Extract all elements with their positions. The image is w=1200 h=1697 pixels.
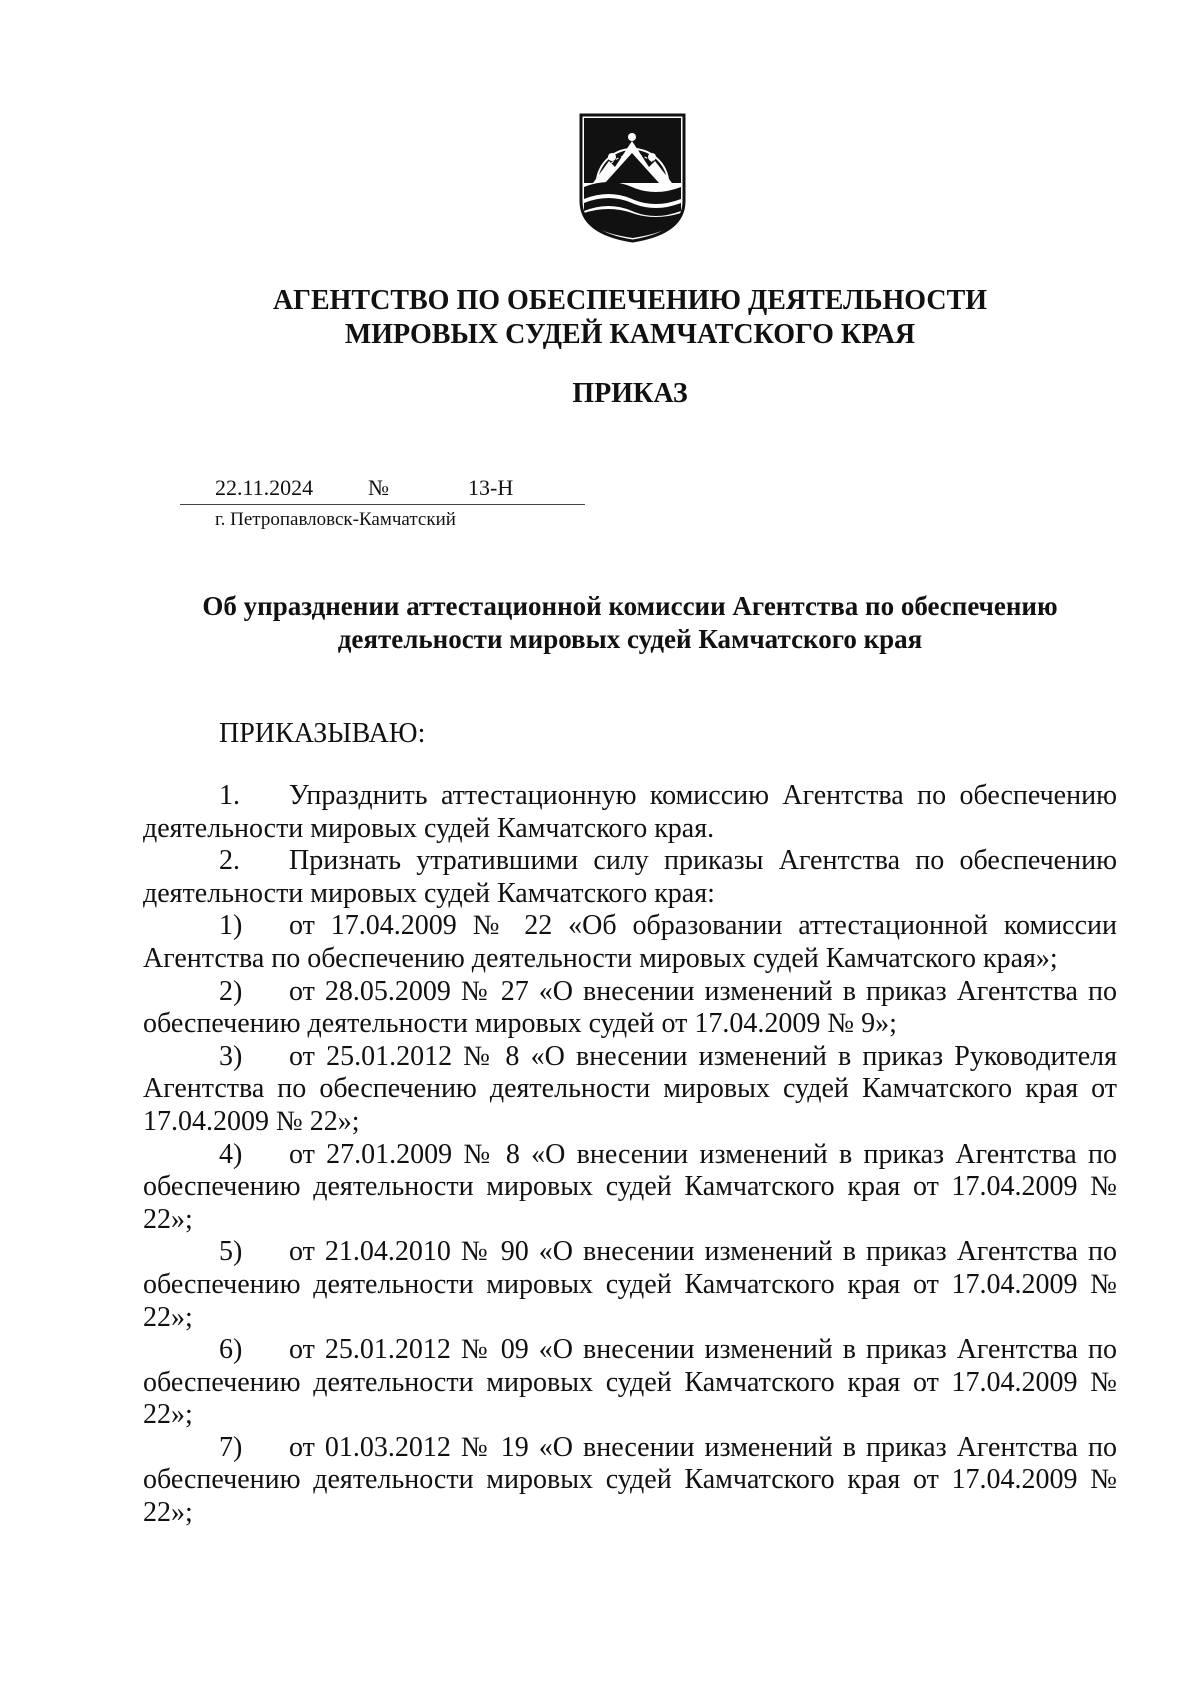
agency-header [150,284,1110,352]
order-item [143,845,1117,910]
agency-header-line-1: АГЕНТСТВО ПО ОБЕСПЕЧЕНИЮ ДЕЯТЕЛЬНОСТИ [272,285,988,316]
order-item [143,910,1117,975]
item-text: от 27.01.2009 № 8 «О внесении изменений в приказ Агентства по обеспечению деятельности мировых судей Камчатского края от 17.04.2009 № 22»; [143,1138,1117,1235]
item-text: Признать утратившими силу приказы Агентства по обеспечению деятельности мировых судей Камчатского края: [143,845,1117,909]
order-item [143,976,1117,1041]
order-number: 13-Н [468,475,514,500]
order-item [143,1139,1117,1237]
document-type: ПРИКАЗ [572,378,688,409]
order-city: г. Петропавловск-Камчатский [215,509,456,530]
order-item [143,1432,1117,1530]
item-text: от 21.04.2010 № 90 «О внесении изменений в приказ Агентства по обеспечению деятельности мировых судей Камчатского края от 17.04.2009 № 22»; [143,1236,1117,1333]
order-item [143,1041,1117,1139]
item-number: 7) [219,1431,243,1463]
order-body [143,780,1117,1530]
item-text: от 25.01.2012 № 8 «О внесении изменений в приказ Руководителя Агентства по обеспечению деятельности мировых судей Камчатского края от 17.04.2009 № 22»; [143,1040,1117,1137]
item-number: 2) [219,975,243,1007]
item-text: Упразднить аттестационную комиссию Агентства по обеспечению деятельности мировых судей Камчатского края. [143,780,1117,844]
order-item [143,1236,1117,1334]
order-meta-row [180,475,585,505]
order-directive: ПРИКАЗЫВАЮ: [219,718,426,749]
item-number: 1. [219,780,240,811]
order-item [143,780,1117,845]
order-subject-line-2: деятельности мировых судей Камчатского края [337,624,923,654]
item-text: от 25.01.2012 № 09 «О внесении изменений в приказ Агентства по обеспечению деятельности мировых судей Камчатского края от 17.04.2009 № 22»; [143,1334,1117,1431]
item-text: от 01.03.2012 № 19 «О внесении изменений в приказ Агентства по обеспечению деятельности мировых судей Камчатского края от 17.04.2009 № 22»; [143,1431,1117,1529]
item-number: 2. [219,845,240,877]
kamchatka-emblem-icon [579,113,686,243]
item-number: 4) [219,1138,243,1170]
item-number: 5) [219,1236,243,1268]
item-number: 3) [219,1040,243,1072]
order-item [143,1334,1117,1432]
order-subject-line-1: Об упразднении аттестационной комиссии Агентства по обеспечению [202,591,1058,621]
agency-header-line-2: МИРОВЫХ СУДЕЙ КАМЧАТСКОГО КРАЯ [344,319,916,350]
item-text: от 28.05.2009 № 27 «О внесении изменений в приказ Агентства по обеспечению деятельности мировых судей от 17.04.2009 № 9»; [143,975,1117,1040]
item-number: 6) [219,1334,243,1366]
item-text: от 17.04.2009 № 22 «Об образовании аттестационной комиссии Агентства по обеспечению деятельности мировых судей Камчатского края»; [143,910,1117,974]
order-number-sign: № [368,475,389,500]
order-date: 22.11.2024 [215,475,314,500]
order-subject [150,590,1110,656]
item-number: 1) [219,910,243,942]
